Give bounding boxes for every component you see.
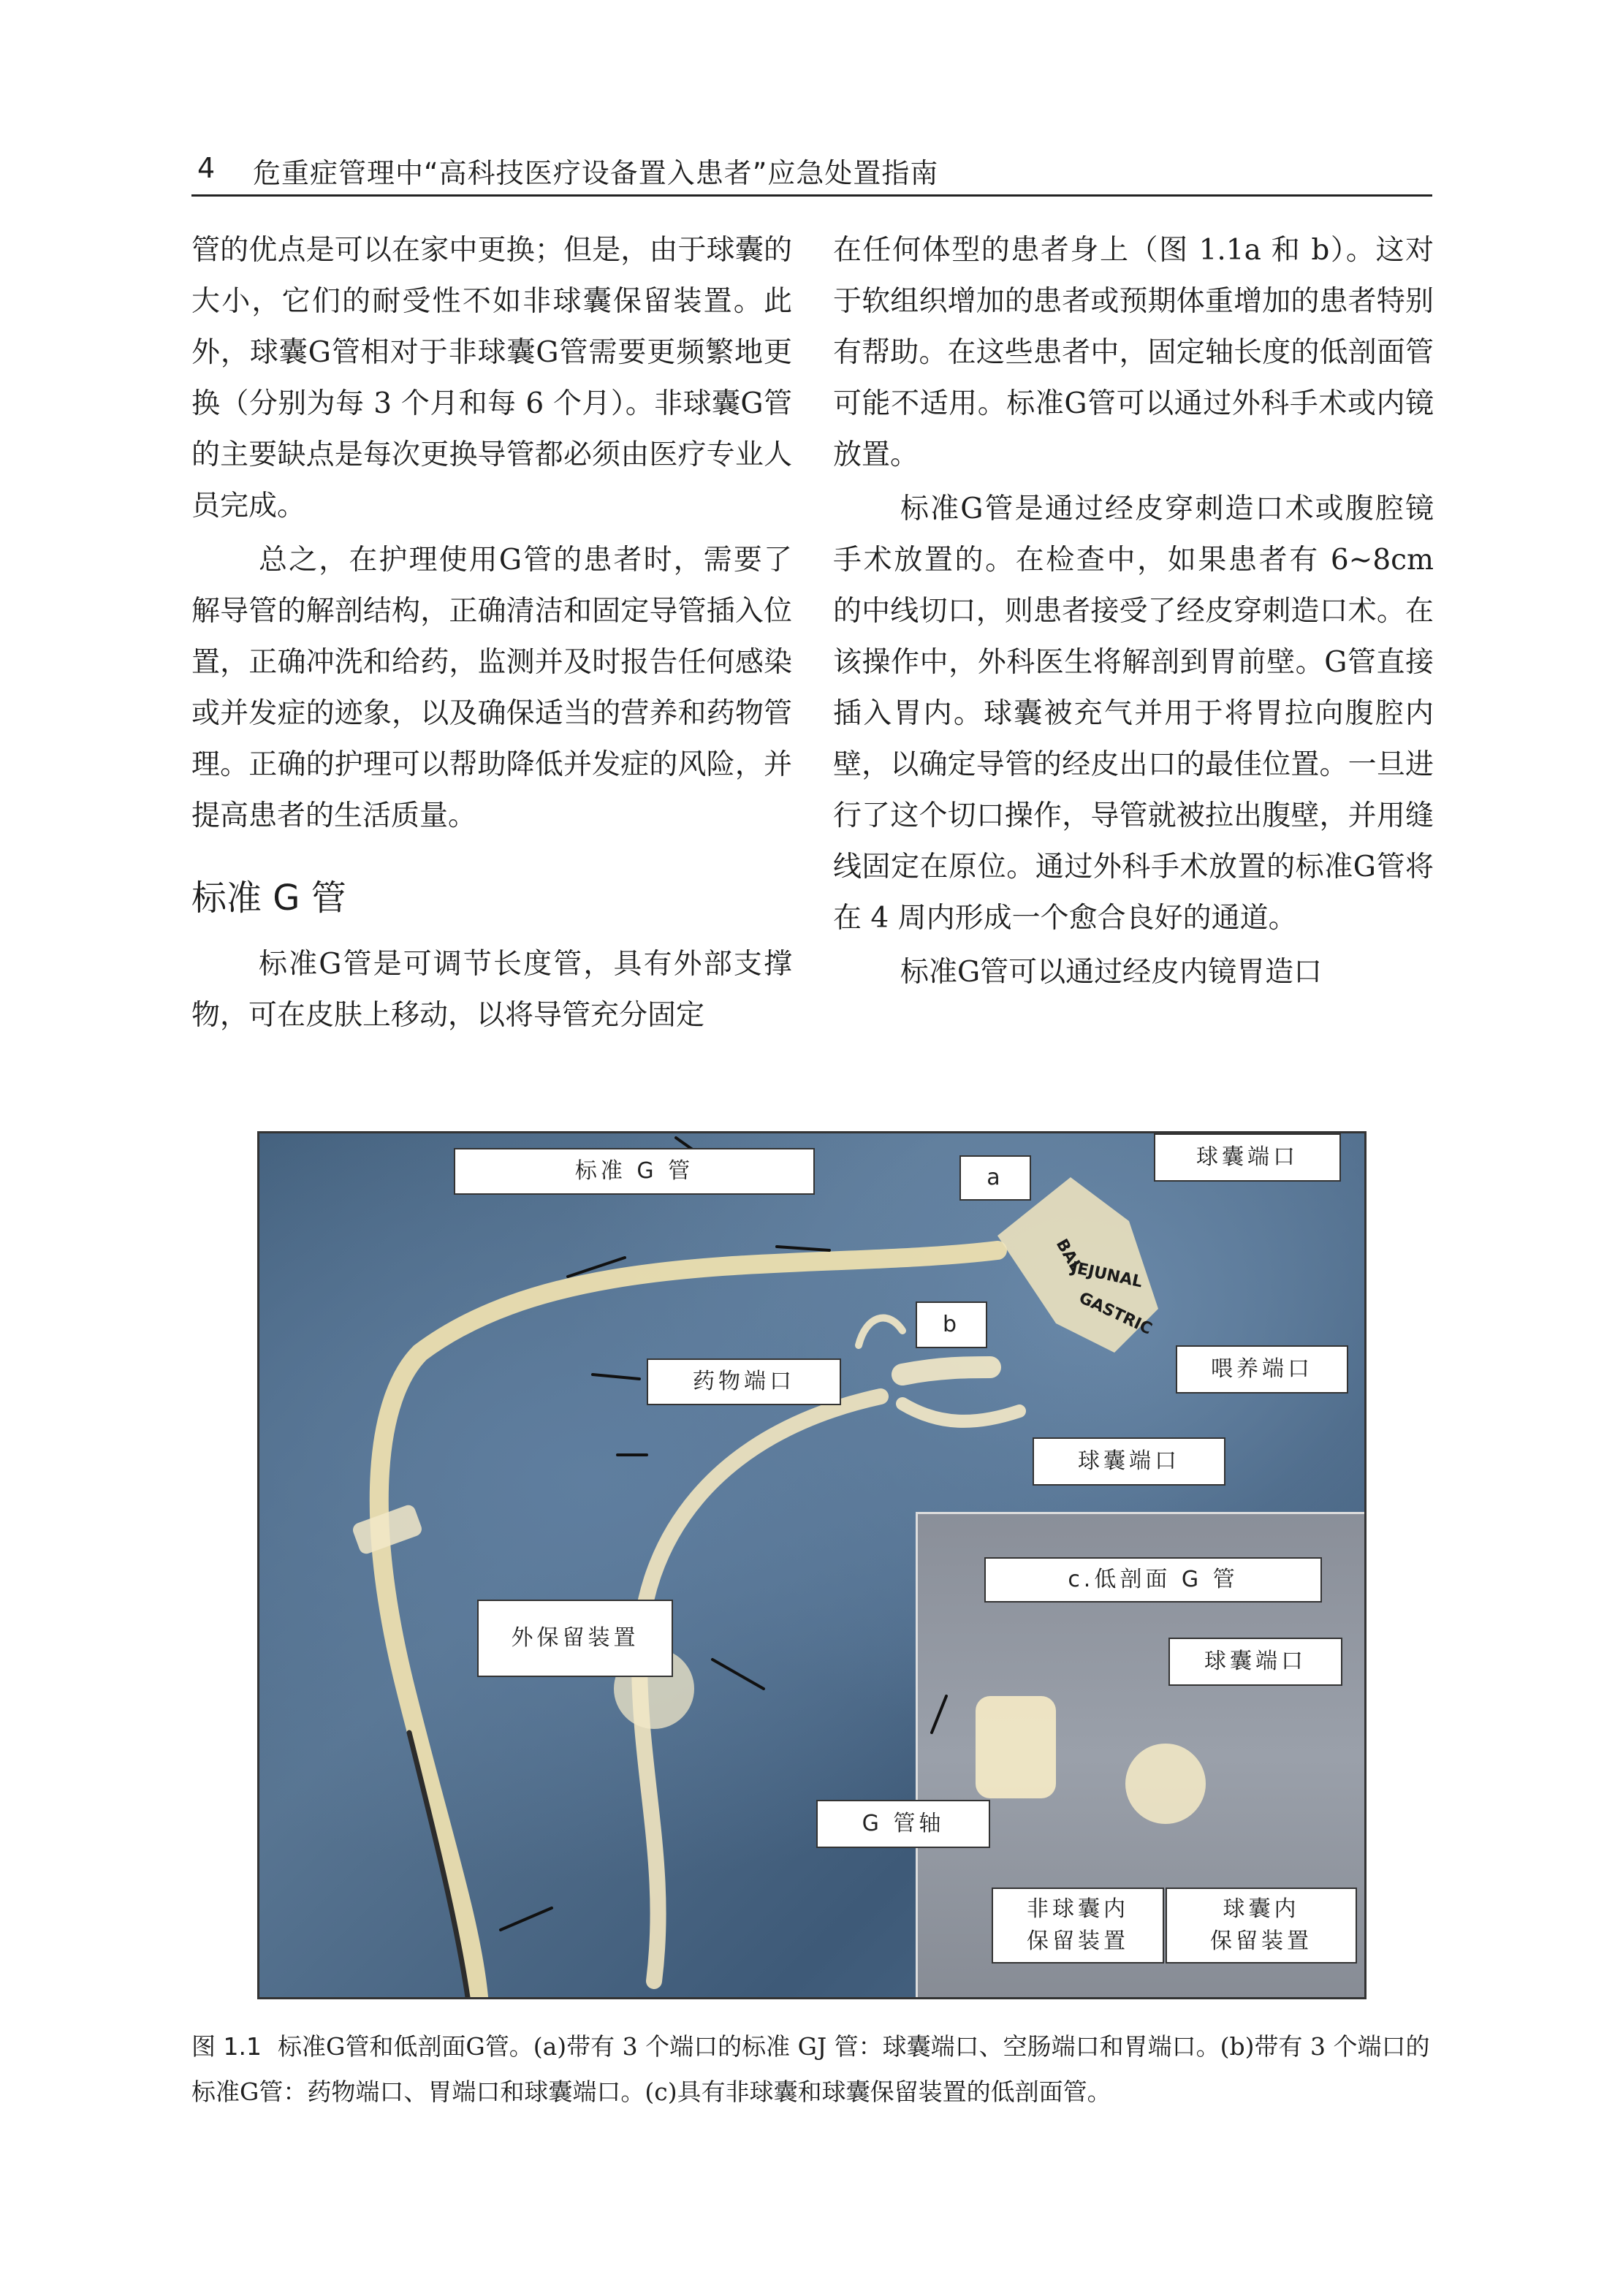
label-balloon-retainer xyxy=(1166,1888,1357,1964)
running-header xyxy=(191,148,1432,199)
paragraph: 管的优点是可以在家中更换；但是，由于球囊的大小，它们的耐受性不如非球囊保留装置。此外，球囊G管相对于非球囊G管需要更频繁地更换（分别为每 3 个月和每 6 个月）。非球囊G管的主要缺点是每次更换导管都必须由医疗专业人员完成。 xyxy=(191,234,792,522)
paragraph: 标准G管是通过经皮穿刺造口术或腹腔镜手术放置的。在检查中，如果患者有 6~8cm 的中线切口，则患者接受了经皮穿刺造口术。在该操作中，外科医生将解剖到胃前壁。G管直接插入胃内。球囊被充气并用于将胃拉向腹腔内壁，以确定导管的经皮出口的最佳位置。一旦进行了这个切口操作，导管就被拉出腹壁，并用缝线固定在原位。通过外科手术放置的标准G管将在 4 周内形成一个愈合良好的通道。 xyxy=(833,493,1434,935)
balloon-device xyxy=(1125,1744,1206,1824)
non-balloon-device xyxy=(976,1696,1056,1798)
label-line: 保留装置 xyxy=(1210,1928,1312,1954)
paragraph: 在任何体型的患者身上（图 1.1a 和 b）。这对于软组织增加的患者或预期体重增加的患者特别有帮助。在这些患者中，固定轴长度的低剖面管可能不适用。标准G管可以通过外科手术或内镜放置。 xyxy=(833,234,1434,471)
section-heading: 标准 G 管 xyxy=(191,878,346,919)
arrow xyxy=(593,1375,639,1379)
label-line: 非球囊内 xyxy=(1027,1896,1129,1922)
label-line: 保留装置 xyxy=(1027,1928,1129,1954)
label-balloon-port-inset: 球囊端口 xyxy=(1168,1638,1342,1686)
bal-text: BAL xyxy=(1052,1236,1086,1276)
label-g-tube-shaft: G 管轴 xyxy=(816,1800,990,1848)
label-standard-g-tube: 标准 G 管 xyxy=(454,1148,815,1195)
paragraph: 标准G管可以通过经皮内镜胃造口 xyxy=(900,956,1323,989)
label-non-balloon-retainer xyxy=(992,1888,1164,1964)
figure-photo xyxy=(257,1131,1367,1999)
arrow xyxy=(501,1908,552,1930)
label-medication-port: 药物端口 xyxy=(647,1358,841,1405)
label-feeding-port: 喂养端口 xyxy=(1176,1345,1348,1394)
left-column xyxy=(191,225,792,1044)
label-balloon-port-mid: 球囊端口 xyxy=(1033,1437,1225,1486)
b-port-lower xyxy=(902,1404,1019,1421)
paragraph: 总之，在护理使用G管的患者时，需要了解导管的解剖结构，正确清洁和固定导管插入位置，正确冲洗和给药，监测并及时报告任何感染或并发症的迹象，以及确保适当的营养和药物管理。正确的护理可以帮助降低并发症的风险，并提高患者的生活质量。 xyxy=(191,544,792,832)
label-external-retainer: 外保留装置 xyxy=(477,1600,673,1677)
caption-text: 标准G管和低剖面G管。(a)带有 3 个端口的标准 GJ 管：球囊端口、空肠端口和胃端口。(b)带有 3 个端口的标准G管：药物端口、胃端口和球囊端口。(c)具有非球囊和球囊保留装置的低剖面管。 xyxy=(191,2032,1430,2106)
gastric-text: GASTRIC xyxy=(1076,1288,1155,1339)
arrow xyxy=(932,1696,946,1733)
header-rule xyxy=(191,194,1432,197)
label-b: b xyxy=(916,1301,987,1348)
jejunal-text: JEJUNAL xyxy=(1069,1258,1144,1292)
figure-number: 图 1.1 xyxy=(191,2032,262,2061)
label-a: a xyxy=(959,1155,1031,1201)
label-low-profile: c.低剖面 G 管 xyxy=(984,1557,1322,1603)
paragraph: 标准G管是可调节长度管，具有外部支撑物，可在皮肤上移动，以将导管充分固定 xyxy=(191,948,792,1032)
arrow xyxy=(712,1660,764,1689)
label-line: 球囊内 xyxy=(1223,1896,1300,1922)
b-port-upper xyxy=(902,1367,990,1375)
right-column xyxy=(833,225,1434,1001)
b-port-cap xyxy=(859,1318,902,1345)
running-title: 危重症管理中“高科技医疗设备置入患者”应急处置指南 xyxy=(253,157,939,189)
page-number: 4 xyxy=(197,152,216,184)
figure-caption xyxy=(191,2024,1432,2115)
label-balloon-port-top: 球囊端口 xyxy=(1154,1133,1341,1182)
arrow xyxy=(777,1247,829,1250)
